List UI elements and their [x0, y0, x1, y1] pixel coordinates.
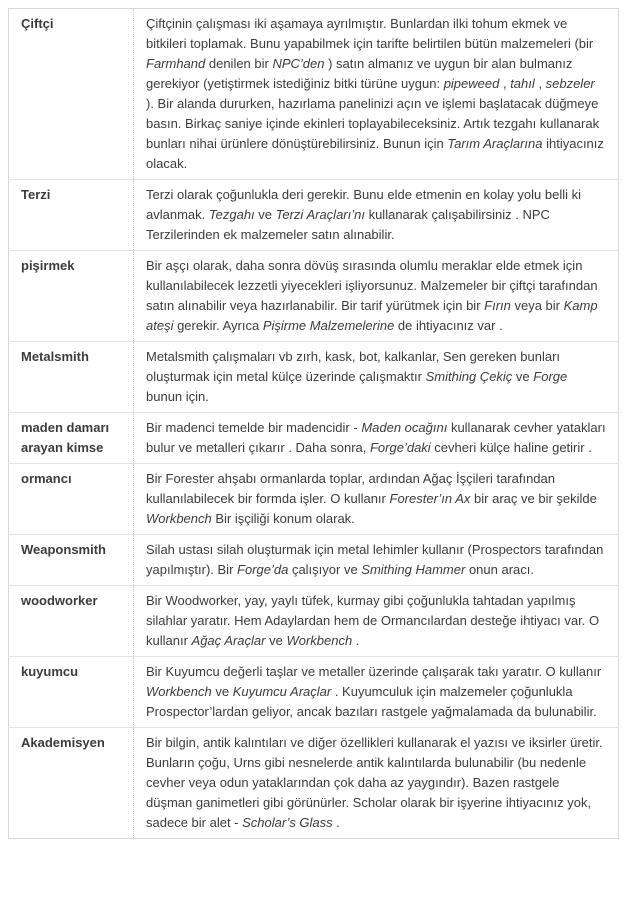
- profession-label: pişirmek: [9, 251, 134, 342]
- profession-description: Bir Forester ahşabı ormanlarda toplar, ardından Ağaç İşçileri tarafından kullanılabilecek bir formda işler. O kullanır Forester’ın Ax bir araç ve bir şekilde Workbench Bir işçiliği konum olarak.: [134, 464, 619, 535]
- table-row: [9, 728, 619, 839]
- italic-term: Tezgahı: [208, 207, 255, 222]
- table-row: [9, 251, 619, 342]
- profession-description: Silah ustası silah oluşturmak için metal lehimler kullanır (Prospectors tarafından yapılmıştır). Bir Forge’da çalışıyor ve Smithing Hammer onun aracı.: [134, 535, 619, 586]
- italic-term: tahıl: [510, 76, 535, 91]
- italic-term: Smithing Çekiç: [425, 369, 513, 384]
- italic-term: Kuyumcu Araçlar: [232, 684, 332, 699]
- profession-label: maden damarı arayan kimse: [9, 413, 134, 464]
- profession-description: Bir madenci temelde bir madencidir - Maden ocağını kullanarak cevher yatakları bulur ve metalleri çıkarır . Daha sonra, Forge’daki cevheri külçe haline getirir .: [134, 413, 619, 464]
- professions-table: [8, 8, 619, 839]
- italic-term: Ağaç Araçlar: [191, 633, 266, 648]
- profession-label: ormancı: [9, 464, 134, 535]
- italic-term: Workbench: [146, 511, 212, 526]
- italic-term: Smithing Hammer: [361, 562, 466, 577]
- profession-description: Bir bilgin, antik kalıntıları ve diğer özellikleri kullanarak el yazısı ve iksirler üretir. Bunların çoğu, Urns gibi nesnelerde antik kalıntılarda bulunabilir (bu nedenle cevher veya odun yataklarından çok daha az yaygındır). Bazen rastgele düşman ganimetleri gibi görünürler. Scholar olarak bir işyerine ihtiyacınız yok, sadece bir alet - Scholar’s Glass .: [134, 728, 619, 839]
- italic-term: Pişirme Malzemelerine: [262, 318, 395, 333]
- italic-term: sebzeler: [545, 76, 595, 91]
- italic-term: Scholar’s Glass: [242, 815, 333, 830]
- profession-description: Bir Woodworker, yay, yaylı tüfek, kurmay gibi çoğunlukla tahtadan yapılmış silahlar yaratır. Hem Adaylardan hem de Ormancılardan desteğe ihtiyacı var. O kullanır Ağaç Araçlar ve Workbench .: [134, 586, 619, 657]
- italic-term: Farmhand: [146, 56, 206, 71]
- italic-term: NPC’den: [272, 56, 325, 71]
- profession-label: woodworker: [9, 586, 134, 657]
- profession-label: Çiftçi: [21, 16, 54, 31]
- profession-description: Bir aşçı olarak, daha sonra dövüş sırasında olumlu meraklar elde etmek için kullanılabilecek lezzetli yiyecekleri işliyorsunuz. Malzemeler bir çiftçi tarafından satın alınabilir veya hazırlanabilir. Bir tarif yürütmek için bir Fırın veya bir Kamp ateşi gerekir. Ayrıca Pişirme Malzemelerine de ihtiyacınız var .: [134, 251, 619, 342]
- table-row: [9, 586, 619, 657]
- italic-term: Fırın: [484, 298, 511, 313]
- profession-description: Terzi olarak çoğunlukla deri gerekir. Bunu elde etmenin en kolay yolu belli ki avlanmak. Tezgahı ve Terzi Araçları’nı kullanarak çalışabilirsiniz . NPC Terzilerinden ek malzemeler satın alınabilir.: [134, 180, 619, 251]
- italic-term: Tarım Araçlarına: [447, 136, 543, 151]
- profession-label: Akademisyen: [9, 728, 134, 839]
- italic-term: pipeweed: [443, 76, 500, 91]
- italic-term: Terzi Araçları’nı: [275, 207, 365, 222]
- italic-term: Workbench: [286, 633, 353, 648]
- profession-label: Terzi: [9, 180, 134, 251]
- italic-term: Maden ocağını: [361, 420, 448, 435]
- profession-label: kuyumcu: [9, 657, 134, 728]
- italic-term: Forge’daki: [369, 440, 431, 455]
- table-row: [9, 464, 619, 535]
- italic-term: Forge’da: [237, 562, 289, 577]
- italic-term: Forester’ın Ax: [389, 491, 471, 506]
- profession-label: Weaponsmith: [9, 535, 134, 586]
- table-row: [9, 535, 619, 586]
- profession-description: Bir Kuyumcu değerli taşlar ve metaller üzerinde çalışarak takı yaratır. O kullanır Workbench ve Kuyumcu Araçlar . Kuyumculuk için malzemeler çoğunlukla Prospector’lardan geliyor, ancak bazıları rastgele yağmalamada da bulunabilir.: [134, 657, 619, 728]
- table-row: [9, 9, 619, 180]
- table-row: [9, 413, 619, 464]
- table-row: [9, 342, 619, 413]
- table-row: [9, 657, 619, 728]
- profession-description: Metalsmith çalışmaları vb zırh, kask, bot, kalkanlar, Sen gereken bunları oluşturmak için metal külçe üzerinde çalışmaktır Smithing Çekiç ve Forge bunun için.: [134, 342, 619, 413]
- italic-term: Forge: [533, 369, 568, 384]
- table-row: [9, 180, 619, 251]
- profession-label: Metalsmith: [9, 342, 134, 413]
- italic-term: Kamp ateşi: [146, 298, 598, 333]
- italic-term: Workbench: [146, 684, 212, 699]
- professions-table-body: [9, 9, 619, 839]
- profession-description: Çiftçinin çalışması iki aşamaya ayrılmıştır. Bunlardan ilki tohum ekmek ve bitkileri toplamak. Bunu yapabilmek için tarifte belirtilen bütün malzemeleri (bir Farmhand denilen bir NPC’den ) satın almanız ve uygun bir alan bulmanız gerekiyor (yetiştirmek istediğiniz bitki türüne uygun: pipeweed , tahıl , sebzeler ). Bir alanda dururken, hazırlama panelinizi açın ve işlemi başlatacak düğmeye basın. Birkaç saniye içinde ekinleri toplayabileceksiniz. Artık tezgahı kullanarak bunları nihai ürünlere dönüştürebilirsiniz. Bunun için Tarım Araçlarına ihtiyacınız olacak.: [134, 9, 619, 180]
